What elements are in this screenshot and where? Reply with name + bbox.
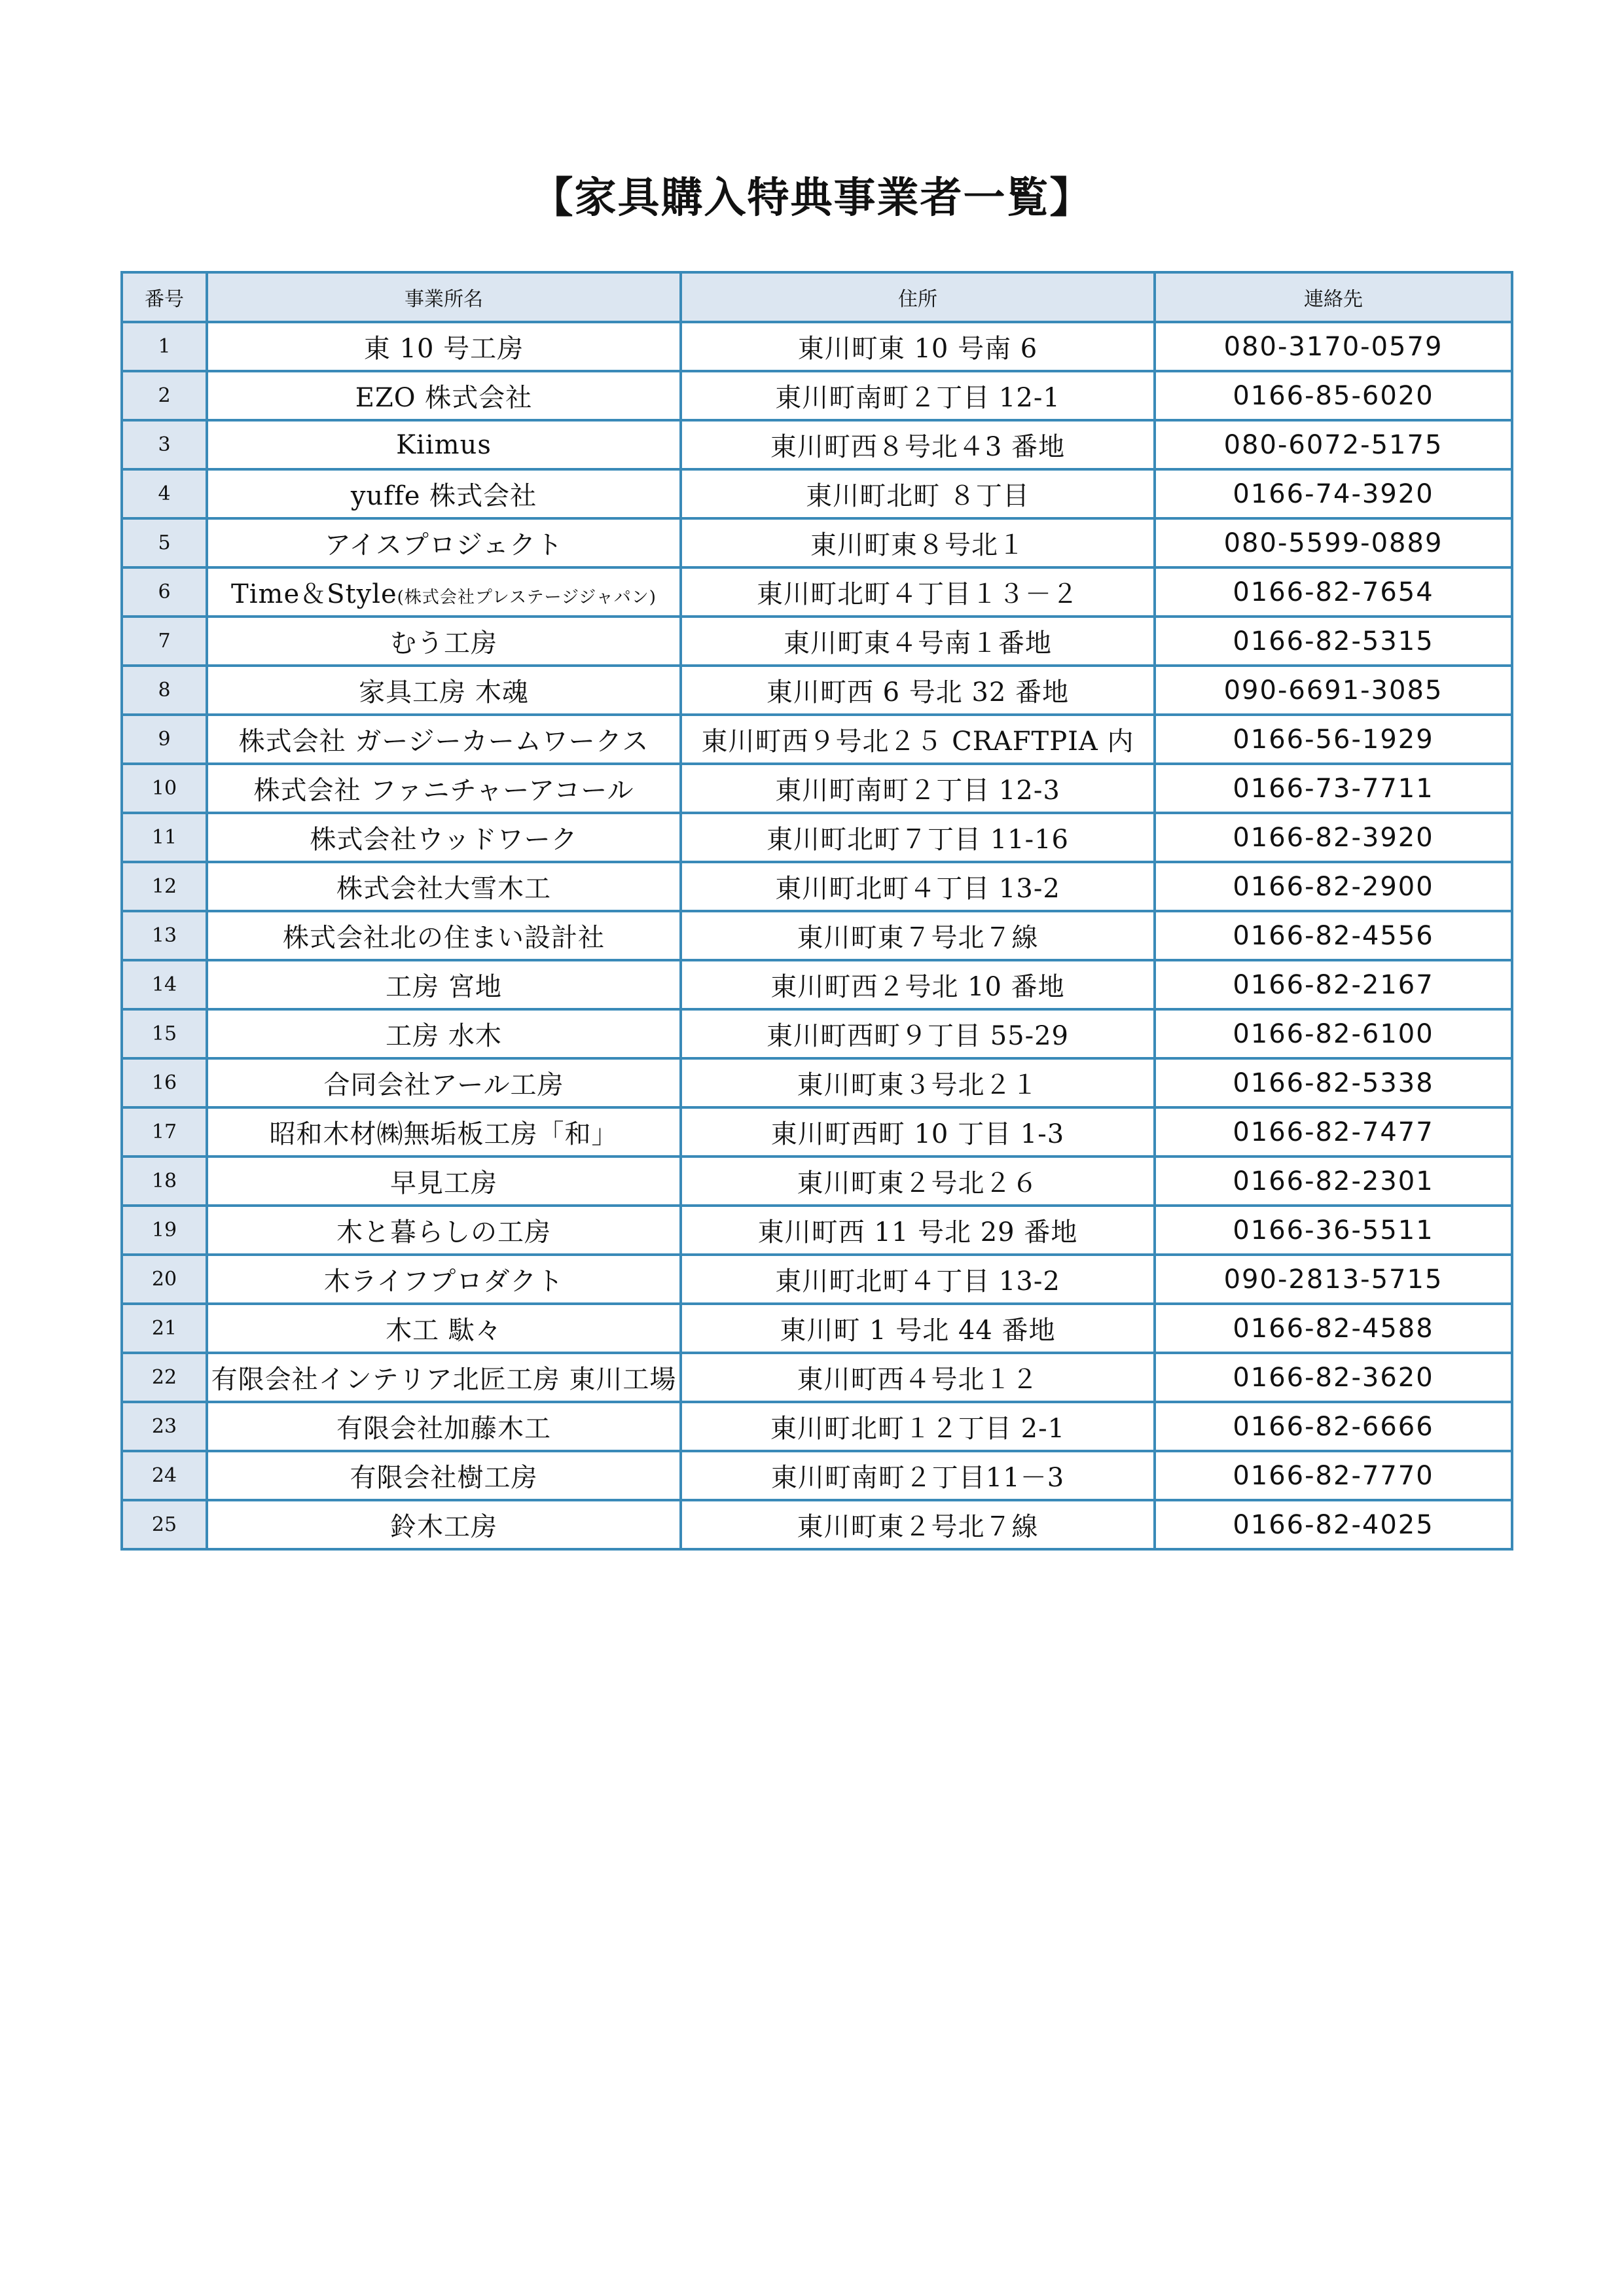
business-name-cell <box>207 862 681 911</box>
business-name-cell <box>207 1107 681 1157</box>
table-row <box>122 567 1512 617</box>
address-cell: 東川町西８号北４3 番地 <box>681 420 1155 469</box>
row-number: 6 <box>122 567 207 617</box>
address-cell: 東川町東２号北７線 <box>681 1500 1155 1549</box>
row-number: 22 <box>122 1353 207 1402</box>
phone-cell: 080-5599-0889 <box>1155 518 1512 567</box>
business-name-cell <box>207 617 681 666</box>
business-name: アイスプロジェクト <box>324 530 564 560</box>
business-name: 有限会社樹工房 <box>350 1463 538 1493</box>
page-title: 【家具購入特典事業者一覧】 <box>531 173 1093 223</box>
address-cell: 東川町東３号北２１ <box>681 1058 1155 1107</box>
address-cell: 東川町西町 10 丁目 1-3 <box>681 1107 1155 1157</box>
phone-cell: 0166-56-1929 <box>1155 715 1512 764</box>
address-cell: 東川町北町 ８丁目 <box>681 469 1155 518</box>
business-name: 工房 水木 <box>386 1021 502 1051</box>
row-number: 16 <box>122 1058 207 1107</box>
business-name-cell <box>207 1255 681 1304</box>
business-name: 木ライフプロダクト <box>323 1266 564 1297</box>
phone-cell: 0166-82-3920 <box>1155 813 1512 862</box>
table-row <box>122 1451 1512 1500</box>
business-name-cell <box>207 567 681 617</box>
business-table <box>120 271 1513 1551</box>
row-number: 5 <box>122 518 207 567</box>
business-name-cell <box>207 1402 681 1451</box>
address-cell: 東川町東８号北１ <box>681 518 1155 567</box>
phone-cell: 0166-82-2900 <box>1155 862 1512 911</box>
phone-cell: 0166-82-2167 <box>1155 960 1512 1009</box>
phone-cell: 0166-82-4556 <box>1155 911 1512 960</box>
row-number: 25 <box>122 1500 207 1549</box>
address-cell: 東川町北町４丁目 13-2 <box>681 862 1155 911</box>
business-name: EZO 株式会社 <box>355 383 533 413</box>
row-number: 13 <box>122 911 207 960</box>
business-name-cell <box>207 1500 681 1549</box>
phone-cell: 0166-82-4025 <box>1155 1500 1512 1549</box>
row-number: 12 <box>122 862 207 911</box>
business-name-cell <box>207 960 681 1009</box>
phone-cell: 080-6072-5175 <box>1155 420 1512 469</box>
phone-cell: 0166-82-7477 <box>1155 1107 1512 1157</box>
business-name-cell <box>207 911 681 960</box>
address-cell: 東川町東４号南１番地 <box>681 617 1155 666</box>
header-address: 住所 <box>681 272 1155 322</box>
row-number: 15 <box>122 1009 207 1058</box>
phone-cell: 080-3170-0579 <box>1155 322 1512 371</box>
table-row <box>122 862 1512 911</box>
business-name: 東 10 号工房 <box>363 334 524 364</box>
business-name: Kiimus <box>396 429 492 460</box>
phone-cell: 0166-85-6020 <box>1155 371 1512 420</box>
phone-cell: 090-6691-3085 <box>1155 666 1512 715</box>
business-name-cell <box>207 1058 681 1107</box>
business-name: 有限会社加藤木工 <box>336 1414 551 1444</box>
business-name-cell <box>207 1206 681 1255</box>
address-cell: 東川町西 11 号北 29 番地 <box>681 1206 1155 1255</box>
phone-cell: 0166-82-4588 <box>1155 1304 1512 1353</box>
table-header-row <box>122 272 1512 322</box>
business-name: yuffe 株式会社 <box>350 481 537 511</box>
address-cell: 東川町北町４丁目 13-2 <box>681 1255 1155 1304</box>
phone-cell: 0166-82-5315 <box>1155 617 1512 666</box>
business-name: 有限会社インテリア北匠工房 東川工場 <box>211 1365 677 1395</box>
address-cell: 東川町北町４丁目１３－２ <box>681 567 1155 617</box>
business-name: 昭和木材㈱無垢板工房「和」 <box>269 1119 619 1149</box>
business-name: 工房 宮地 <box>386 972 502 1002</box>
business-name: Time＆Style <box>231 579 397 609</box>
phone-cell: 0166-82-5338 <box>1155 1058 1512 1107</box>
address-cell: 東川町 1 号北 44 番地 <box>681 1304 1155 1353</box>
business-name: 木と暮らしの工房 <box>336 1217 551 1247</box>
row-number: 3 <box>122 420 207 469</box>
business-name-cell <box>207 1157 681 1206</box>
table-row <box>122 1402 1512 1451</box>
table-row <box>122 1157 1512 1206</box>
phone-cell: 0166-82-6666 <box>1155 1402 1512 1451</box>
address-cell: 東川町北町１２丁目 2-1 <box>681 1402 1155 1451</box>
table-row <box>122 666 1512 715</box>
phone-cell: 0166-73-7711 <box>1155 764 1512 813</box>
table-row <box>122 518 1512 567</box>
phone-cell: 0166-74-3920 <box>1155 469 1512 518</box>
business-name-cell <box>207 469 681 518</box>
address-cell: 東川町西４号北１２ <box>681 1353 1155 1402</box>
row-number: 24 <box>122 1451 207 1500</box>
table-row <box>122 1500 1512 1549</box>
business-name: 合同会社アール工房 <box>323 1070 564 1100</box>
table-row <box>122 1009 1512 1058</box>
table-row <box>122 764 1512 813</box>
row-number: 20 <box>122 1255 207 1304</box>
business-name-cell <box>207 518 681 567</box>
business-name-cell <box>207 1451 681 1500</box>
table-row <box>122 911 1512 960</box>
business-name-cell <box>207 322 681 371</box>
table-body <box>122 322 1512 1549</box>
table-row <box>122 813 1512 862</box>
row-number: 7 <box>122 617 207 666</box>
phone-cell: 0166-82-3620 <box>1155 1353 1512 1402</box>
row-number: 14 <box>122 960 207 1009</box>
row-number: 18 <box>122 1157 207 1206</box>
row-number: 8 <box>122 666 207 715</box>
row-number: 17 <box>122 1107 207 1157</box>
phone-cell: 0166-82-7654 <box>1155 567 1512 617</box>
business-name-cell <box>207 715 681 764</box>
row-number: 19 <box>122 1206 207 1255</box>
phone-cell: 0166-82-7770 <box>1155 1451 1512 1500</box>
table-row <box>122 1058 1512 1107</box>
table-row <box>122 1353 1512 1402</box>
table-row <box>122 322 1512 371</box>
table-row <box>122 1304 1512 1353</box>
table-row <box>122 420 1512 469</box>
business-name: 株式会社 ガージーカームワークス <box>238 726 649 757</box>
business-name: 株式会社北の住まい設計社 <box>283 923 605 953</box>
business-name: 木工 駄々 <box>386 1316 502 1346</box>
business-name-cell <box>207 1353 681 1402</box>
address-cell: 東川町東 10 号南 6 <box>681 322 1155 371</box>
phone-cell: 090-2813-5715 <box>1155 1255 1512 1304</box>
row-number: 2 <box>122 371 207 420</box>
header-number: 番号 <box>122 272 207 322</box>
header-business-name: 事業所名 <box>207 272 681 322</box>
phone-cell: 0166-82-6100 <box>1155 1009 1512 1058</box>
address-cell: 東川町南町２丁目 12-1 <box>681 371 1155 420</box>
business-name: むう工房 <box>390 628 497 658</box>
address-cell: 東川町西９号北２５ CRAFTPIA 内 <box>681 715 1155 764</box>
business-name: 株式会社ウッドワーク <box>310 825 578 855</box>
header-contact: 連絡先 <box>1155 272 1512 322</box>
business-name-cell <box>207 420 681 469</box>
business-name: 株式会社大雪木工 <box>336 874 551 904</box>
address-cell: 東川町南町２丁目11－3 <box>681 1451 1155 1500</box>
row-number: 10 <box>122 764 207 813</box>
table-row <box>122 617 1512 666</box>
address-cell: 東川町北町７丁目 11-16 <box>681 813 1155 862</box>
business-name: 株式会社 ファニチャーアコール <box>253 776 634 806</box>
address-cell: 東川町東２号北２６ <box>681 1157 1155 1206</box>
row-number: 21 <box>122 1304 207 1353</box>
row-number: 1 <box>122 322 207 371</box>
address-cell: 東川町東７号北７線 <box>681 911 1155 960</box>
table-row <box>122 371 1512 420</box>
table-row <box>122 1206 1512 1255</box>
phone-cell: 0166-82-2301 <box>1155 1157 1512 1206</box>
row-number: 9 <box>122 715 207 764</box>
table-row <box>122 715 1512 764</box>
table-row <box>122 469 1512 518</box>
business-name-cell <box>207 371 681 420</box>
phone-cell: 0166-36-5511 <box>1155 1206 1512 1255</box>
table-row <box>122 1255 1512 1304</box>
address-cell: 東川町南町２丁目 12-3 <box>681 764 1155 813</box>
business-name-cell <box>207 666 681 715</box>
business-name: 家具工房 木魂 <box>359 677 529 708</box>
row-number: 23 <box>122 1402 207 1451</box>
address-cell: 東川町西２号北 10 番地 <box>681 960 1155 1009</box>
business-name-cell <box>207 764 681 813</box>
business-name: 鈴木工房 <box>390 1512 497 1542</box>
row-number: 4 <box>122 469 207 518</box>
business-name-cell <box>207 1009 681 1058</box>
business-name-note: (株式会社プレステージジャパン) <box>397 588 657 607</box>
row-number: 11 <box>122 813 207 862</box>
business-name: 早見工房 <box>390 1168 497 1198</box>
table-row <box>122 1107 1512 1157</box>
address-cell: 東川町西町９丁目 55-29 <box>681 1009 1155 1058</box>
table-row <box>122 960 1512 1009</box>
business-name-cell <box>207 813 681 862</box>
business-name-cell <box>207 1304 681 1353</box>
address-cell: 東川町西 6 号北 32 番地 <box>681 666 1155 715</box>
